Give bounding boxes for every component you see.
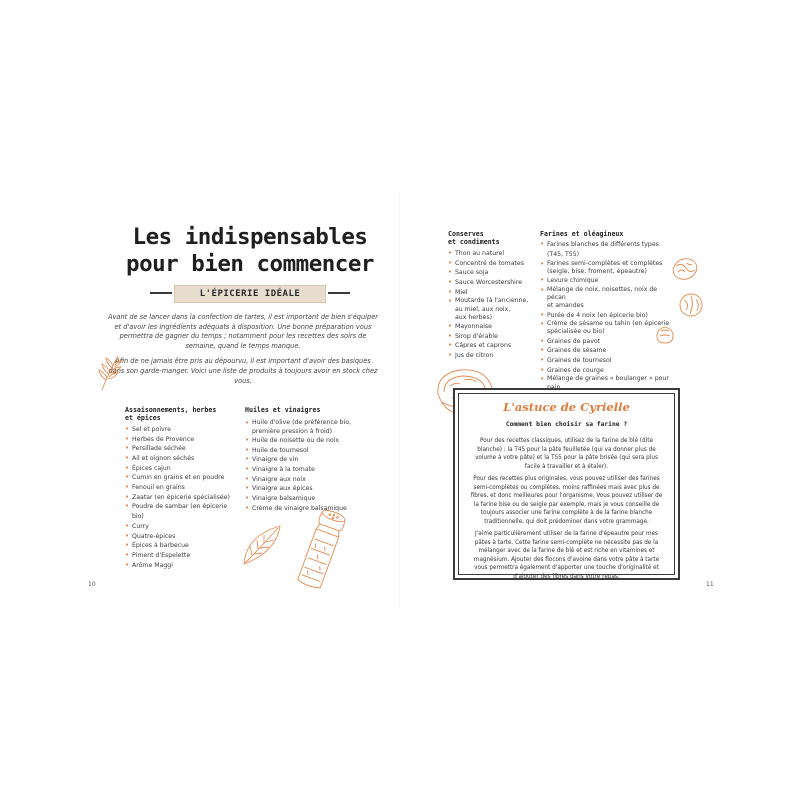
tip-body	[469, 437, 664, 585]
list-item: • Fenouil en grains	[125, 483, 237, 493]
tip-paragraph-2: Pour des recettes plus originales, vous pouvez utiliser des farines semi-complètes ou complètes, moins raffinées mais avec plus de fibres, et donc meilleures pour l'organisme. Vous pouvez utiliser de la farine bise ou de seigle par exemple, mais je vous conseille de toujours associer une farine complète à de la farine blanche traditionnelle, qui doit prédominer dans votre grammage.	[470, 476, 663, 525]
intro-paragraph-2: Afin de ne jamais être pris au dépourvu, il est important d'avoir des basiques dans son garde-manger. Voici une liste de produits à toujours avoir en stock chez vous.	[108, 357, 378, 385]
list-item: • Ail et oignon séchés	[125, 454, 237, 464]
wheat-sprig-icon	[98, 352, 124, 392]
list-item: • Vinaigre aux épices	[245, 484, 360, 494]
preserves-heading	[448, 230, 536, 247]
tip-paragraph-1: Pour des recettes classiques, utilisez de la farine de blé (dite blanche) : la T45 pour la pâte feuilletée (qui va donner plus de volume à votre pâte) et la T55 pour la pâte brisée (qui sera plus facile à travailler et à étaler).	[475, 438, 658, 470]
banner-label: L'ÉPICERIE IDÉALE	[174, 285, 326, 303]
seasonings-list	[125, 425, 237, 571]
hazelnut-icon	[654, 324, 676, 346]
list-item: • Cumin en grains et en poudre	[125, 473, 237, 483]
column-flours	[540, 230, 676, 400]
intro-paragraph-1: Avant de se lancer dans la confection de tartes, il est important de bien s'équiper et d'avoir les ingrédients adéquats à disposition. Une bonne préparation vous permettra de gagner du temps ; notamment pour les recettes des soirs de semaine, quand le temps manque.	[108, 313, 378, 350]
banner-rule-right	[328, 292, 350, 294]
column-preserves	[448, 230, 536, 361]
walnut-icon	[676, 290, 706, 320]
page-title-line-1: Les indispensables	[132, 224, 368, 250]
list-item: • Levure chimique	[540, 276, 676, 286]
list-item: • Crème de vinaigre balsamique	[245, 504, 360, 514]
list-item: • Herbes de Provence	[125, 435, 237, 445]
seasonings-heading	[125, 406, 237, 423]
list-item: • Vinaigre à la tomate	[245, 465, 360, 475]
list-item	[540, 260, 676, 276]
list-item: • Poudre de sambar (en épicerie bio)	[125, 502, 237, 521]
flours-list	[540, 240, 676, 400]
list-item: • Sauce Worcestershire	[448, 278, 536, 288]
page-title-line-2: pour bien commencer	[126, 251, 374, 277]
flours-heading: Farines et oléagineux	[540, 230, 624, 238]
page-number-right: 11	[706, 581, 714, 588]
preserves-list	[448, 249, 536, 361]
tip-title: L'astuce de Cyrielle	[503, 400, 630, 414]
list-item-line: • Mélange de graines « boulanger » pour	[547, 375, 669, 383]
list-item	[448, 297, 536, 322]
list-item: • Câpres et caprons	[448, 341, 536, 351]
list-item: • Purée de 4 noix (en épicerie bio)	[540, 311, 676, 321]
list-item-line: • Huile d'olive (de préférence bio,	[252, 419, 352, 427]
list-item: • Épices cajun	[125, 464, 237, 474]
list-item: • Miel	[448, 288, 536, 298]
list-item	[245, 419, 360, 435]
intro-text	[107, 313, 379, 392]
oils-heading: Huiles et vinaigres	[245, 406, 321, 414]
list-item: • Mayonnaise	[448, 322, 536, 332]
list-item: • Graines de pavot	[540, 337, 676, 347]
tip-box	[453, 388, 680, 580]
list-item-line: et amandes	[547, 302, 584, 310]
list-item: • Huile de tournesol	[245, 446, 360, 456]
list-item-line: • Farines semi-complètes et complètes	[547, 259, 663, 267]
list-item: • Persillade séchée	[125, 444, 237, 454]
preserves-heading-line-2: et condiments	[448, 238, 500, 247]
list-item: • Curry	[125, 522, 237, 532]
oils-list	[245, 419, 360, 513]
list-item: • Quatre-épices	[125, 532, 237, 542]
page-title	[100, 224, 400, 278]
seasonings-heading-line-1: Assaisonnements, herbes	[125, 406, 217, 414]
walnut-icon	[670, 254, 700, 284]
list-item-line: au miel, aux noix,	[455, 305, 511, 313]
column-oils	[245, 406, 360, 513]
salt-shaker-icon	[292, 502, 352, 594]
tip-paragraph-3: J'aime particulièrement utiliser de la farine d'épeautre pour mes pâtes à tarte. Cette farine semi-complète ne nécessite pas de la mélanger avec de la farine de blé et est riche en vitamines et magnésium. Ajouter des flocons d'avoine dans votre pâte à tarte vous permettra également d'apporter une touche d'originalité et d'ajouter des fibres dans votre repas.	[473, 531, 660, 580]
list-item: • Huile de noisette ou de noix	[245, 436, 360, 446]
seasonings-heading-line-2: et épices	[125, 414, 161, 423]
list-item: • Graines de courge	[540, 366, 676, 376]
list-item: • Zaatar (en épicerie spécialisée)	[125, 493, 237, 503]
list-item: • Piment d'Espelette	[125, 551, 237, 561]
list-item: • Thon au naturel	[448, 249, 536, 259]
list-item-line: • Moutarde (à l'ancienne,	[455, 297, 529, 305]
list-item: • Vinaigre aux noix	[245, 475, 360, 485]
list-item: • Concentré de tomates	[448, 259, 536, 269]
list-item-line: • Mélange de noix, noisettes, noix de pécan	[547, 285, 658, 302]
list-item: • Arôme Maggi	[125, 561, 237, 571]
list-item	[540, 286, 676, 311]
bay-leaf-icon	[240, 522, 288, 568]
column-seasonings	[125, 406, 237, 570]
tip-question: Comment bien choisir sa farine ?	[505, 421, 628, 428]
list-item-line: première pression à froid)	[252, 427, 333, 435]
preserves-heading-line-1: Conserves	[448, 230, 484, 238]
list-item: • Épices à barbecue	[125, 541, 237, 551]
list-item: • Sirop d'érable	[448, 332, 536, 342]
list-item: • Graines de sésame	[540, 346, 676, 356]
page-number-left: 10	[88, 581, 96, 588]
list-item-line: (seigle, bise, froment, épeautre)	[547, 268, 647, 276]
list-item: • Jus de citron	[448, 351, 536, 361]
list-item: • Sauce soja	[448, 268, 536, 278]
list-item: • Graines de tournesol	[540, 356, 676, 366]
list-item: • Vinaigre balsamique	[245, 494, 360, 504]
list-item: • Sel et poivre	[125, 425, 237, 435]
list-item-line: spécialisée ou bio)	[547, 328, 605, 336]
list-item-line: • Crème de sésame ou tahin (en épicerie	[547, 320, 670, 328]
list-item: • Farines blanches de différents types (T45, T55)	[540, 240, 676, 259]
list-item-line: aux herbes)	[455, 313, 492, 321]
section-banner	[150, 285, 350, 301]
banner-rule-left	[150, 292, 172, 294]
list-item: • Vinaigre de vin	[245, 455, 360, 465]
